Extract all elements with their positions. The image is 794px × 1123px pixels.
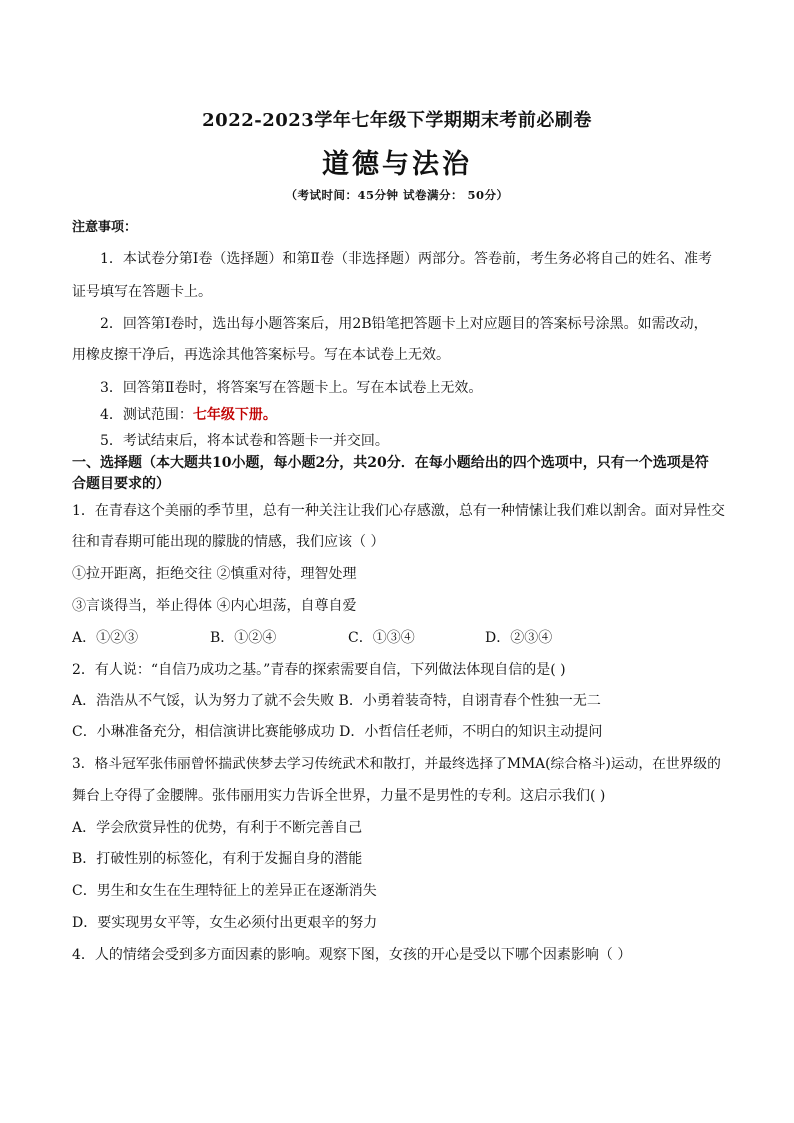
question-1-stem-line-2: 往和青春期可能出现的朦胧的情感，我们应该（ ） [72,534,385,550]
question-3-option-b: B．打破性别的标签化，有利于发掘自身的潜能 [72,851,363,867]
notice-item-4 [100,405,726,425]
question-1-option-c: C．①③④ [348,630,415,646]
subject-title: 道德与法治 [322,149,472,180]
exam-info: （考试时间：45分钟 试卷满分： 50分） [285,188,509,202]
question-1-option-b: B．①②④ [210,630,277,646]
question-3-option-c: C．男生和女生在生理特征上的差异正在逐渐消失 [72,883,377,899]
question-2-stem: 2．有人说：“自信乃成功之基。”青春的探索需要自信，下列做法体现自信的是( ) [72,662,566,678]
question-2-options-line-2: C．小琳准备充分，相信演讲比赛能够成功 D．小哲信任老师，不明白的知识主动提问 [72,724,603,740]
notice-item-2-line-2: 用橡皮擦干净后，再选涂其他答案标号。写在本试卷上无效。 [72,347,450,363]
question-1-statements-line-2: ③言谈得当，举止得体 ④内心坦荡，自尊自爱 [72,598,357,614]
notice-item-3: 3．回答第Ⅱ卷时，将答案写在答题卡上。写在本试卷上无效。 [100,380,483,396]
question-1-stem-line-1: 1．在青春这个美丽的季节里，总有一种关注让我们心存感激，总有一种情愫让我们难以割舍。面对异性交 [72,503,725,519]
exam-title: 2022-2023学年七年级下学期期末考前必刷卷 [202,110,592,131]
question-2-options-line-1: A．浩浩从不气馁，认为努力了就不会失败 B．小勇着装奇特，自诩青春个性独一无二 [72,693,601,709]
notice-item-5: 5．考试结束后，将本试卷和答题卡一并交回。 [100,433,389,449]
question-1-option-a: A．①②③ [72,630,139,646]
question-3-option-a: A．学会欣赏异性的优势，有利于不断完善自己 [72,820,363,836]
notice-item-1-line-1: 1．本试卷分第Ⅰ卷（选择题）和第Ⅱ卷（非选择题）两部分。答卷前，考生务必将自己的姓名、准考 [100,251,712,267]
test-scope-highlight: 七年级下册。 [192,407,277,423]
question-3-option-d: D．要实现男女平等，女生必须付出更艰辛的努力 [72,915,378,931]
question-3-stem-line-2: 舞台上夺得了金腰牌。张伟丽用实力告诉全世界，力量不是男性的专利。这启示我们( ) [72,788,606,804]
question-3-stem-line-1: 3．格斗冠军张伟丽曾怀揣武侠梦去学习传统武术和散打，并最终选择了MMA(综合格斗)运动，在世界级的 [72,756,721,772]
notice-heading: 注意事项： [72,220,138,235]
question-1-option-d: D．②③④ [485,630,553,646]
question-1-statements-line-1: ①拉开距离，拒绝交往 ②慎重对待，理智处理 [72,566,357,582]
question-4-stem: 4．人的情绪会受到多方面因素的影响。观察下图，女孩的开心是受以下哪个因素影响（ ） [72,947,632,963]
section-1-heading-line-1: 一、选择题（本大题共10小题，每小题2分，共20分．在每小题给出的四个选项中，只有一个选项是符 [72,455,709,471]
notice-item-1-line-2: 证号填写在答题卡上。 [72,284,212,300]
notice-item-2-line-1: 2．回答第Ⅰ卷时，选出每小题答案后，用2B铅笔把答题卡上对应题目的答案标号涂黑。如需改动， [100,316,708,332]
section-1-heading-line-2: 合题目要求的） [72,476,170,492]
notice-item-4-prefix: 4．测试范围： [100,407,193,423]
